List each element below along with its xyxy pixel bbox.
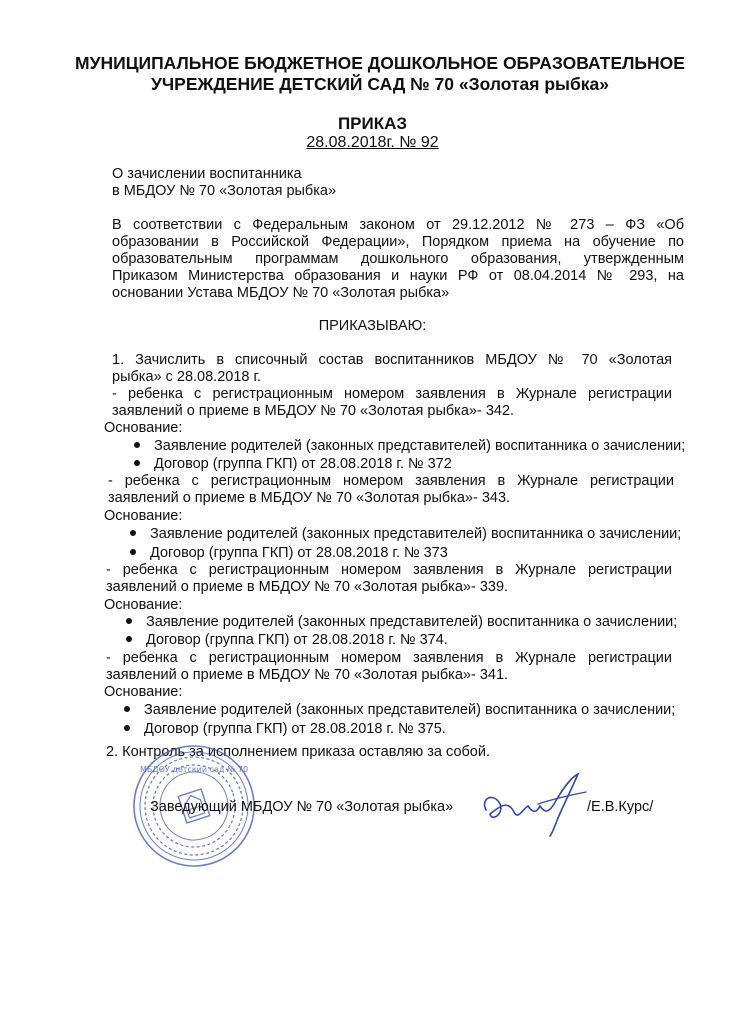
basis-bullet bbox=[130, 526, 681, 543]
basis-bullet-text: Заявление родителей (законных представителей) воспитанника о зачислении; bbox=[146, 614, 678, 630]
bullet-icon bbox=[126, 636, 132, 642]
child-line1: - ребенка с регистрационным номером заявления в Журнале регистрации bbox=[108, 473, 674, 489]
basis-bullet-text: Заявление родителей (законных представителей) воспитанника о зачислении; bbox=[150, 526, 682, 542]
order-title: ПРИКАЗ bbox=[337, 114, 408, 133]
preamble-line: основании Устава МБДОУ № 70 «Золотая рыбка» bbox=[112, 285, 450, 301]
basis-bullet-text: Договор (группа ГКП) от 28.08.2018 г. № 373 bbox=[150, 545, 448, 561]
stamp-text: МБДОУ детский сад № 70 bbox=[139, 765, 249, 774]
handwritten-signature bbox=[478, 770, 598, 840]
basis-bullet bbox=[126, 632, 448, 649]
child-line1: - ребенка с регистрационным номером заявления в Журнале регистрации bbox=[112, 386, 672, 402]
basis-bullet bbox=[126, 614, 677, 631]
basis-label: Основание: bbox=[104, 684, 183, 700]
bullet-icon bbox=[130, 530, 136, 536]
signatory-position: Заведующий МБДОУ № 70 «Золотая рыбка» bbox=[150, 799, 454, 815]
basis-bullet-text: Заявление родителей (законных представителей) воспитанника о зачислении; bbox=[154, 438, 686, 454]
subject-line2: в МБДОУ № 70 «Золотая рыбка» bbox=[112, 183, 337, 199]
basis-bullet bbox=[130, 545, 448, 562]
order-word: ПРИКАЗЫВАЮ: bbox=[318, 318, 427, 334]
subject-line1: О зачислении воспитанника bbox=[112, 166, 302, 182]
basis-bullet bbox=[134, 456, 452, 473]
child-line2: заявлений о приеме в МБДОУ № 70 «Золотая рыбка»- 342. bbox=[112, 403, 515, 419]
bullet-icon bbox=[130, 549, 136, 555]
signatory-name: /Е.В.Курс/ bbox=[587, 799, 654, 815]
child-line2: заявлений о приеме в МБДОУ № 70 «Золотая рыбка»- 341. bbox=[106, 667, 509, 683]
bullet-icon bbox=[124, 706, 130, 712]
basis-bullet-text: Договор (группа ГКП) от 28.08.2018 г. № 372 bbox=[154, 456, 452, 472]
item2-control: 2. Контроль за исполнением приказа оставляю за собой. bbox=[106, 744, 491, 760]
preamble-line: образовательным программам дошкольного образования, утвержденным bbox=[112, 251, 684, 267]
basis-bullet-text: Заявление родителей (законных представителей) воспитанника о зачислении; bbox=[144, 702, 676, 718]
item1-line2: рыбка» с 28.08.2018 г. bbox=[112, 369, 262, 385]
basis-bullet bbox=[124, 721, 446, 738]
child-line1: - ребенка с регистрационным номером заявления в Журнале регистрации bbox=[106, 650, 672, 666]
item1-line1: 1. Зачислить в списочный состав воспитанников МБДОУ № 70 «Золотая bbox=[112, 352, 672, 368]
child-line2: заявлений о приеме в МБДОУ № 70 «Золотая рыбка»- 339. bbox=[106, 579, 509, 595]
order-date-number: 28.08.2018г. № 92 bbox=[306, 134, 439, 151]
basis-bullet bbox=[134, 438, 685, 455]
preamble-line: Приказом Министерства образования и науки РФ от 08.04.2014 № 293, на bbox=[112, 268, 684, 284]
basis-label: Основание: bbox=[104, 597, 183, 613]
basis-bullet bbox=[124, 702, 675, 719]
child-line2: заявлений о приеме в МБДОУ № 70 «Золотая рыбка»- 343. bbox=[108, 490, 511, 506]
organization-name-line1: МУНИЦИПАЛЬНОЕ БЮДЖЕТНОЕ ДОШКОЛЬНОЕ ОБРАЗОВАТЕЛЬНОЕ bbox=[75, 53, 685, 73]
basis-bullet-text: Договор (группа ГКП) от 28.08.2018 г. № 374. bbox=[146, 632, 448, 648]
organization-name-line2: УЧРЕЖДЕНИЕ ДЕТСКИЙ САД № 70 «Золотая рыбка» bbox=[150, 74, 610, 94]
bullet-icon bbox=[134, 442, 140, 448]
bullet-icon bbox=[124, 725, 130, 731]
basis-label: Основание: bbox=[104, 420, 183, 436]
basis-label: Основание: bbox=[104, 508, 183, 524]
child-line1: - ребенка с регистрационным номером заявления в Журнале регистрации bbox=[106, 562, 672, 578]
bullet-icon bbox=[126, 618, 132, 624]
preamble-line: В соответствии с Федеральным законом от 29.12.2012 № 273 – ФЗ «Об bbox=[112, 217, 684, 233]
basis-bullet-text: Договор (группа ГКП) от 28.08.2018 г. № 375. bbox=[144, 721, 446, 737]
bullet-icon bbox=[134, 460, 140, 466]
preamble-line: образовании в Российской Федерации», Порядком приема на обучение по bbox=[112, 234, 684, 250]
